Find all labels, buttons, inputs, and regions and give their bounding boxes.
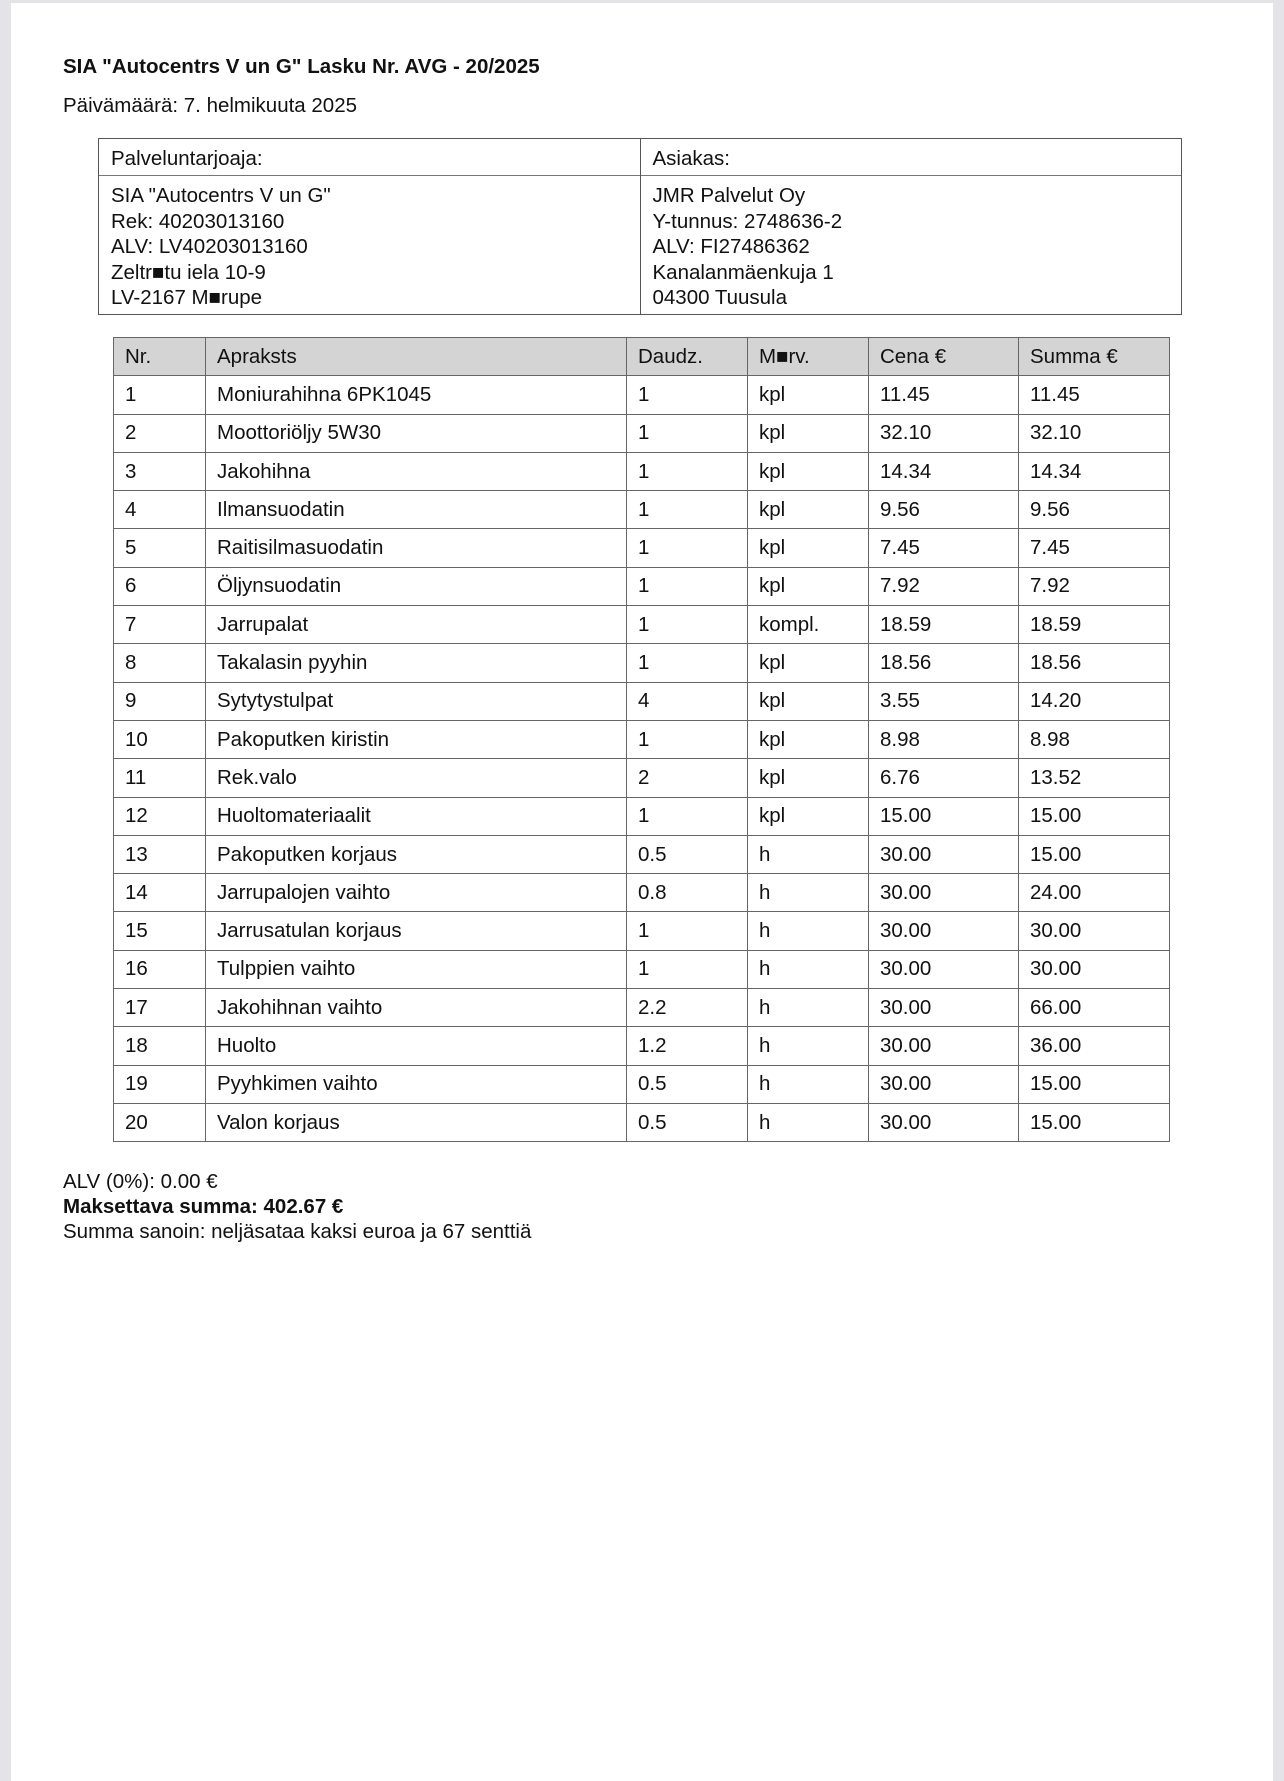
table-row <box>114 720 1170 758</box>
table-header-row <box>114 338 1170 376</box>
cell-unit: kpl <box>748 567 869 605</box>
table-row <box>114 759 1170 797</box>
header-description: Apraksts <box>206 338 627 376</box>
line-items-table <box>113 337 1170 1142</box>
header-unit: M■rv. <box>748 338 869 376</box>
table-row <box>114 1027 1170 1065</box>
cell-quantity: 1 <box>627 606 748 644</box>
cell-price: 30.00 <box>869 950 1019 988</box>
cell-quantity: 2 <box>627 759 748 797</box>
cell-description: Sytytystulpat <box>206 682 627 720</box>
provider-vat-number: ALV: LV40203013160 <box>111 235 308 259</box>
cell-quantity: 1 <box>627 491 748 529</box>
cell-description: Rek.valo <box>206 759 627 797</box>
invoice-page <box>11 3 1273 1781</box>
cell-sum: 15.00 <box>1019 835 1170 873</box>
cell-nr: 10 <box>114 720 206 758</box>
cell-unit: h <box>748 835 869 873</box>
header-sum: Summa € <box>1019 338 1170 376</box>
cell-quantity: 1 <box>627 950 748 988</box>
provider-street: Zeltr■tu iela 10-9 <box>111 260 266 284</box>
cell-description: Jarrupalojen vaihto <box>206 874 627 912</box>
cell-unit: kpl <box>748 452 869 490</box>
cell-nr: 6 <box>114 567 206 605</box>
cell-nr: 7 <box>114 606 206 644</box>
cell-price: 14.34 <box>869 452 1019 490</box>
provider-heading: Palveluntarjoaja: <box>99 139 640 176</box>
cell-price: 11.45 <box>869 376 1019 414</box>
cell-sum: 15.00 <box>1019 797 1170 835</box>
cell-quantity: 1 <box>627 797 748 835</box>
invoice-title: SIA "Autocentrs V un G" Lasku Nr. AVG - 20/2025 <box>63 55 540 78</box>
table-row <box>114 644 1170 682</box>
cell-nr: 12 <box>114 797 206 835</box>
cell-sum: 7.92 <box>1019 567 1170 605</box>
provider-reg-number: Rek: 40203013160 <box>111 209 285 233</box>
table-row <box>114 950 1170 988</box>
cell-quantity: 0.5 <box>627 1065 748 1103</box>
cell-unit: kpl <box>748 529 869 567</box>
cell-description: Moniurahihna 6PK1045 <box>206 376 627 414</box>
cell-unit: h <box>748 989 869 1027</box>
cell-description: Tulppien vaihto <box>206 950 627 988</box>
cell-description: Raitisilmasuodatin <box>206 529 627 567</box>
totals-section <box>63 1169 531 1244</box>
cell-quantity: 0.8 <box>627 874 748 912</box>
cell-nr: 9 <box>114 682 206 720</box>
cell-nr: 17 <box>114 989 206 1027</box>
amount-in-words: Summa sanoin: neljäsataa kaksi euroa ja 67 senttiä <box>63 1220 532 1243</box>
cell-nr: 20 <box>114 1103 206 1141</box>
cell-quantity: 1 <box>627 452 748 490</box>
cell-sum: 18.59 <box>1019 606 1170 644</box>
cell-description: Jarrupalat <box>206 606 627 644</box>
cell-unit: kpl <box>748 720 869 758</box>
header-quantity: Daudz. <box>627 338 748 376</box>
vat-total: ALV (0%): 0.00 € <box>63 1170 218 1193</box>
cell-nr: 8 <box>114 644 206 682</box>
cell-description: Pakoputken kiristin <box>206 720 627 758</box>
customer-city: 04300 Tuusula <box>652 286 788 310</box>
cell-nr: 18 <box>114 1027 206 1065</box>
cell-unit: kpl <box>748 414 869 452</box>
cell-unit: h <box>748 1027 869 1065</box>
invoice-date: Päivämäärä: 7. helmikuuta 2025 <box>63 94 358 117</box>
cell-sum: 15.00 <box>1019 1065 1170 1103</box>
cell-description: Pakoputken korjaus <box>206 835 627 873</box>
table-row <box>114 567 1170 605</box>
cell-sum: 32.10 <box>1019 414 1170 452</box>
cell-price: 30.00 <box>869 1065 1019 1103</box>
cell-unit: kpl <box>748 797 869 835</box>
table-row <box>114 912 1170 950</box>
cell-price: 30.00 <box>869 874 1019 912</box>
cell-sum: 18.56 <box>1019 644 1170 682</box>
table-row <box>114 1103 1170 1141</box>
cell-description: Huoltomateriaalit <box>206 797 627 835</box>
cell-description: Ilmansuodatin <box>206 491 627 529</box>
provider-section <box>99 139 640 314</box>
cell-description: Moottoriöljy 5W30 <box>206 414 627 452</box>
amount-payable: Maksettava summa: 402.67 € <box>63 1195 344 1218</box>
cell-nr: 4 <box>114 491 206 529</box>
table-row <box>114 491 1170 529</box>
customer-heading: Asiakas: <box>641 139 1182 176</box>
cell-description: Jakohihna <box>206 452 627 490</box>
cell-sum: 24.00 <box>1019 874 1170 912</box>
table-row <box>114 835 1170 873</box>
cell-unit: h <box>748 874 869 912</box>
cell-price: 9.56 <box>869 491 1019 529</box>
cell-description: Jarrusatulan korjaus <box>206 912 627 950</box>
cell-unit: kpl <box>748 644 869 682</box>
cell-description: Pyyhkimen vaihto <box>206 1065 627 1103</box>
cell-sum: 11.45 <box>1019 376 1170 414</box>
table-row <box>114 989 1170 1027</box>
cell-nr: 2 <box>114 414 206 452</box>
cell-quantity: 1 <box>627 376 748 414</box>
cell-unit: kpl <box>748 759 869 797</box>
cell-price: 30.00 <box>869 1027 1019 1065</box>
cell-sum: 14.34 <box>1019 452 1170 490</box>
cell-price: 8.98 <box>869 720 1019 758</box>
cell-quantity: 1.2 <box>627 1027 748 1065</box>
cell-sum: 66.00 <box>1019 989 1170 1027</box>
cell-nr: 1 <box>114 376 206 414</box>
customer-vat-number: ALV: FI27486362 <box>652 235 810 259</box>
cell-nr: 11 <box>114 759 206 797</box>
provider-name: SIA "Autocentrs V un G" <box>111 184 331 207</box>
cell-quantity: 2.2 <box>627 989 748 1027</box>
table-row <box>114 414 1170 452</box>
cell-price: 30.00 <box>869 912 1019 950</box>
cell-sum: 14.20 <box>1019 682 1170 720</box>
parties-box <box>98 138 1182 315</box>
cell-nr: 3 <box>114 452 206 490</box>
table-row <box>114 682 1170 720</box>
cell-unit: kpl <box>748 376 869 414</box>
cell-unit: kpl <box>748 682 869 720</box>
cell-description: Valon korjaus <box>206 1103 627 1141</box>
customer-business-id: Y-tunnus: 2748636-2 <box>652 209 843 233</box>
customer-street: Kanalanmäenkuja 1 <box>652 260 834 284</box>
table-row <box>114 529 1170 567</box>
cell-sum: 8.98 <box>1019 720 1170 758</box>
cell-quantity: 1 <box>627 567 748 605</box>
cell-nr: 5 <box>114 529 206 567</box>
cell-nr: 15 <box>114 912 206 950</box>
cell-price: 30.00 <box>869 1103 1019 1141</box>
header-nr: Nr. <box>114 338 206 376</box>
cell-quantity: 1 <box>627 414 748 452</box>
cell-quantity: 4 <box>627 682 748 720</box>
table-row <box>114 452 1170 490</box>
cell-unit: h <box>748 950 869 988</box>
cell-nr: 14 <box>114 874 206 912</box>
cell-sum: 30.00 <box>1019 950 1170 988</box>
cell-sum: 9.56 <box>1019 491 1170 529</box>
cell-unit: kompl. <box>748 606 869 644</box>
provider-city: LV-2167 M■rupe <box>111 286 263 310</box>
cell-unit: h <box>748 1065 869 1103</box>
cell-nr: 16 <box>114 950 206 988</box>
customer-section <box>640 139 1182 314</box>
header-price: Cena € <box>869 338 1019 376</box>
cell-price: 6.76 <box>869 759 1019 797</box>
cell-sum: 30.00 <box>1019 912 1170 950</box>
cell-price: 18.59 <box>869 606 1019 644</box>
cell-price: 7.92 <box>869 567 1019 605</box>
table-row <box>114 1065 1170 1103</box>
cell-price: 3.55 <box>869 682 1019 720</box>
table-row <box>114 797 1170 835</box>
cell-unit: h <box>748 1103 869 1141</box>
cell-price: 7.45 <box>869 529 1019 567</box>
table-body <box>114 376 1170 1142</box>
customer-details <box>641 176 1182 311</box>
provider-details <box>99 176 640 311</box>
table-row <box>114 606 1170 644</box>
cell-quantity: 0.5 <box>627 835 748 873</box>
cell-unit: h <box>748 912 869 950</box>
cell-price: 15.00 <box>869 797 1019 835</box>
cell-description: Takalasin pyyhin <box>206 644 627 682</box>
cell-quantity: 1 <box>627 529 748 567</box>
cell-unit: kpl <box>748 491 869 529</box>
table-row <box>114 376 1170 414</box>
customer-name: JMR Palvelut Oy <box>652 184 806 207</box>
cell-quantity: 1 <box>627 912 748 950</box>
table-row <box>114 874 1170 912</box>
cell-nr: 19 <box>114 1065 206 1103</box>
cell-quantity: 1 <box>627 720 748 758</box>
cell-nr: 13 <box>114 835 206 873</box>
cell-price: 18.56 <box>869 644 1019 682</box>
cell-sum: 7.45 <box>1019 529 1170 567</box>
cell-quantity: 1 <box>627 644 748 682</box>
cell-price: 32.10 <box>869 414 1019 452</box>
cell-price: 30.00 <box>869 989 1019 1027</box>
cell-price: 30.00 <box>869 835 1019 873</box>
cell-quantity: 0.5 <box>627 1103 748 1141</box>
cell-sum: 13.52 <box>1019 759 1170 797</box>
cell-description: Jakohihnan vaihto <box>206 989 627 1027</box>
cell-sum: 15.00 <box>1019 1103 1170 1141</box>
cell-sum: 36.00 <box>1019 1027 1170 1065</box>
cell-description: Huolto <box>206 1027 627 1065</box>
cell-description: Öljynsuodatin <box>206 567 627 605</box>
